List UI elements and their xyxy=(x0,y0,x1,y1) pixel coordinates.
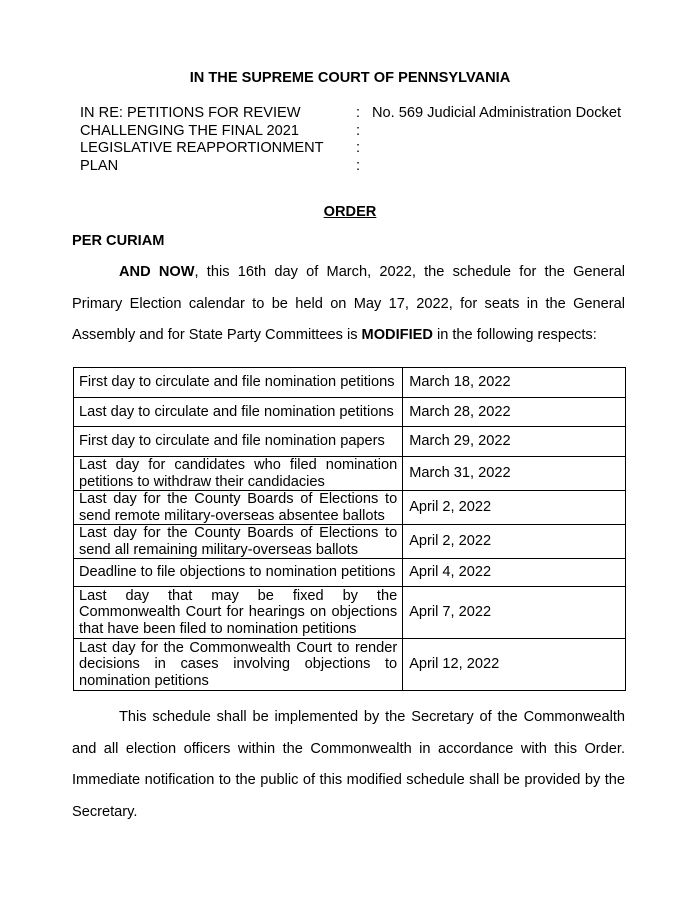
order-heading: ORDER xyxy=(323,204,377,220)
intro-bold-lead: AND NOW xyxy=(119,264,195,280)
table-row xyxy=(74,559,626,587)
intro-text: , this 16th day of March, 2022, the schedule for the General Primary Election calendar to be held on May 17, 2022, for seats in the General Assembly and for State Party Committees is xyxy=(72,264,625,343)
schedule-event: First day to circulate and file nomination papers xyxy=(74,427,403,457)
caption-separator xyxy=(356,105,366,175)
caption-colon: : xyxy=(356,122,361,139)
table-row xyxy=(74,398,626,427)
intro-paragraph xyxy=(72,257,625,352)
table-row xyxy=(74,491,626,525)
schedule-table xyxy=(73,367,626,691)
schedule-event: Last day for the Commonwealth Court to render decisions in cases involving objections to nomination petitions xyxy=(74,639,403,691)
schedule-date: March 29, 2022 xyxy=(403,427,626,457)
schedule-date: April 7, 2022 xyxy=(403,587,626,639)
caption-colon: : xyxy=(356,140,361,156)
schedule-date: April 2, 2022 xyxy=(403,491,626,525)
closing-paragraph: This schedule shall be implemented by the Secretary of the Commonwealth and all election officers within the Commonwealth in accordance with this Order. Immediate notification to the public of this modified schedule shall be provided by the Secretary. xyxy=(72,709,625,820)
schedule-date: April 4, 2022 xyxy=(403,559,626,587)
caption-colon: : xyxy=(356,105,361,121)
court-title: IN THE SUPREME COURT OF PENNSYLVANIA xyxy=(189,70,511,86)
schedule-date: March 31, 2022 xyxy=(403,457,626,491)
table-row xyxy=(74,587,626,639)
caption-line: CHALLENGING THE FINAL 2021 xyxy=(80,122,299,139)
schedule-event: Last day for the County Boards of Elections to send remote military-overseas absentee ballots xyxy=(74,491,403,525)
schedule-event: Last day for candidates who filed nomination petitions to withdraw their candidacies xyxy=(74,457,403,491)
table-row xyxy=(74,368,626,398)
table-row xyxy=(74,639,626,691)
table-row xyxy=(74,427,626,457)
schedule-date: April 2, 2022 xyxy=(403,525,626,559)
schedule-event: Deadline to file objections to nomination petitions xyxy=(74,559,403,587)
schedule-event: Last day for the County Boards of Elections to send all remaining military-overseas ballots xyxy=(74,525,403,559)
schedule-event: Last day to circulate and file nomination petitions xyxy=(74,398,403,427)
caption-line: IN RE: PETITIONS FOR REVIEW xyxy=(80,105,301,121)
caption-line: LEGISLATIVE REAPPORTIONMENT xyxy=(80,140,324,156)
schedule-event: First day to circulate and file nomination petitions xyxy=(74,368,403,398)
intro-bold-modified: MODIFIED xyxy=(361,327,433,343)
table-row xyxy=(74,457,626,491)
schedule-date: March 28, 2022 xyxy=(403,398,626,427)
caption-colon: : xyxy=(356,157,361,174)
intro-text-end: in the following respects: xyxy=(432,327,597,343)
docket-number: No. 569 Judicial Administration Docket xyxy=(372,105,622,121)
per-curiam-label: PER CURIAM xyxy=(72,233,165,249)
schedule-date: April 12, 2022 xyxy=(403,639,626,691)
caption-line: PLAN xyxy=(80,157,119,174)
schedule-date: March 18, 2022 xyxy=(403,368,626,398)
caption-case-name xyxy=(80,105,350,175)
schedule-event: Last day that may be fixed by the Commonwealth Court for hearings on objections that have been filed to nomination petitions xyxy=(74,587,403,639)
table-row xyxy=(74,525,626,559)
